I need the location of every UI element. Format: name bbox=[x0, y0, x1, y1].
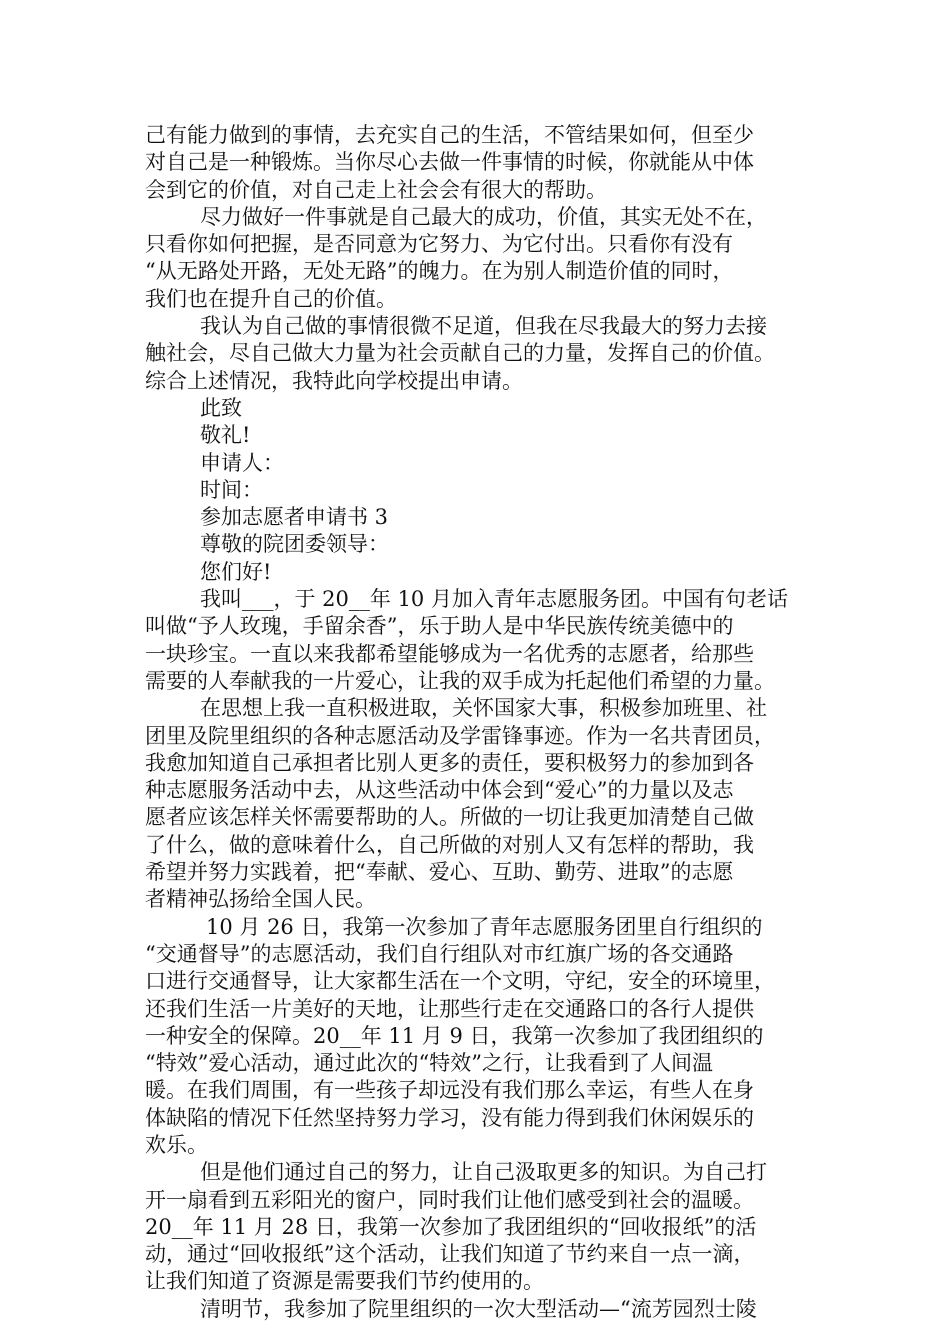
document-page bbox=[145, 122, 825, 1323]
text-line: 让我们知道了资源是需要我们节约使用的。 bbox=[145, 1269, 544, 1294]
text-line: 了什么，做的意味着什么，自己所做的对别人又有怎样的帮助，我 bbox=[145, 832, 754, 857]
text-line: 口进行交通督导，让大家都生活在一个文明，守纪，安全的环境里， bbox=[145, 969, 775, 994]
text-line: 愿者应该怎样关怀需要帮助的人。所做的一切让我更加清楚自己做 bbox=[145, 805, 754, 830]
text-line: 尽力做好一件事就是自己最大的成功，价值，其实无处不在， bbox=[200, 204, 767, 229]
text-line: 者精神弘扬给全国人民。 bbox=[145, 887, 376, 912]
text-line: 欢乐。 bbox=[145, 1132, 208, 1157]
text-line: 只看你如何把握，是否同意为它努力、为它付出。只看你有没有 bbox=[145, 232, 733, 257]
text-line: 希望并努力实践着，把“奉献、爱心、互助、勤劳、进取”的志愿 bbox=[145, 860, 734, 885]
text-line: “从无路处开路，无处无路”的魄力。在为别人制造价值的同时， bbox=[145, 259, 734, 284]
text-line: 此致 bbox=[200, 395, 242, 420]
text-line: “交通督导”的志愿活动，我们自行组队对市红旗广场的各交通路 bbox=[145, 941, 734, 966]
text-line: 尊敬的院团委领导： bbox=[200, 532, 389, 557]
text-line: 暖。在我们周围，有一些孩子却远没有我们那么幸运，有些人在身 bbox=[145, 1078, 754, 1103]
text-line: 综合上述情况，我特此向学校提出申请。 bbox=[145, 368, 523, 393]
text-line: 体缺陷的情况下任然坚持努力学习，没有能力得到我们休闲娱乐的 bbox=[145, 1105, 754, 1130]
text-line: 时间： bbox=[200, 477, 263, 502]
text-line: 触社会，尽自己做大力量为社会贡献自己的力量，发挥自己的价值。 bbox=[145, 341, 775, 366]
text-line: 敬礼! bbox=[200, 423, 251, 448]
text-line: 还我们生活一片美好的天地，让那些行走在交通路口的各行人提供 bbox=[145, 996, 754, 1021]
text-line: 申请人： bbox=[200, 450, 284, 475]
text-line: 我叫___，于 20__年 10 月加入青年志愿服务团。中国有句老话 bbox=[200, 587, 788, 612]
text-line: 需要的人奉献我的一片爱心，让我的双手成为托起他们希望的力量。 bbox=[145, 668, 775, 693]
text-line: 我们也在提升自己的价值。 bbox=[145, 286, 397, 311]
text-line: “特效”爱心活动，通过此次的“特效”之行，让我看到了人间温 bbox=[145, 1051, 713, 1076]
text-line: 开一扇看到五彩阳光的窗户，同时我们让他们感受到社会的温暖。 bbox=[145, 1187, 754, 1212]
text-line: 团里及院里组织的各种志愿活动及学雷锋事迹。作为一名共青团员， bbox=[145, 723, 775, 748]
text-line: 10 月 26 日，我第一次参加了青年志愿服务团里自行组织的 bbox=[206, 914, 763, 939]
text-line: 参加志愿者申请书 3 bbox=[200, 505, 389, 530]
text-line: 叫做“予人玫瑰，手留余香”，乐于助人是中华民族传统美德中的 bbox=[145, 614, 734, 639]
text-line: 清明节，我参加了院里组织的一次大型活动—“流芳园烈士陵 bbox=[200, 1296, 757, 1321]
text-line: 对自己是一种锻炼。当你尽心去做一件事情的时候，你就能从中体 bbox=[145, 150, 754, 175]
text-line: 在思想上我一直积极进取，关怀国家大事，积极参加班里、社 bbox=[200, 696, 767, 721]
text-line: 动，通过“回收报纸”这个活动，让我们知道了节约来自一点一滴， bbox=[145, 1242, 755, 1267]
text-line: 我认为自己做的事情很微不足道，但我在尽我最大的努力去接 bbox=[200, 314, 767, 339]
text-line: 种志愿服务活动中去，从这些活动中体会到“爱心”的力量以及志 bbox=[145, 778, 734, 803]
text-line: 但是他们通过自己的努力，让自己汲取更多的知识。为自己打 bbox=[200, 1160, 767, 1185]
text-line: 己有能力做到的事情，去充实自己的生活，不管结果如何，但至少 bbox=[145, 123, 754, 147]
text-line: 您们好! bbox=[200, 559, 272, 584]
text-line: 一块珍宝。一直以来我都希望能够成为一名优秀的志愿者，给那些 bbox=[145, 641, 754, 666]
text-line: 20__年 11 月 28 日，我第一次参加了我团组织的“回收报纸”的活 bbox=[145, 1214, 757, 1239]
text-line: 一种安全的保障。20__年 11 月 9 日，我第一次参加了我团组织的 bbox=[145, 1023, 764, 1048]
text-line: 我愈加知道自己承担者比别人更多的责任，要积极努力的参加到各 bbox=[145, 750, 754, 775]
text-line: 会到它的价值，对自己走上社会会有很大的帮助。 bbox=[145, 177, 607, 202]
